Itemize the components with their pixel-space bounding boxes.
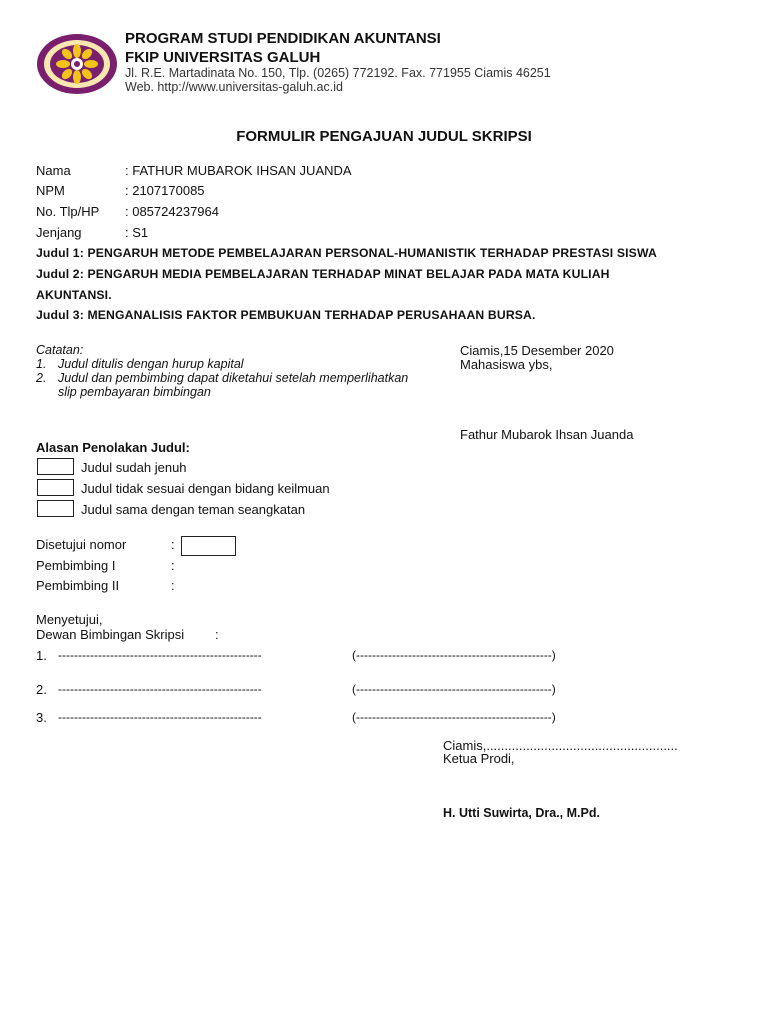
dewan-row-3-signature: (-------------------------------------------------) xyxy=(352,710,556,724)
option-tidak-sesuai: Judul tidak sesuai dengan bidang keilmuan xyxy=(81,481,330,496)
pembimbing-1-colon: : xyxy=(171,558,175,573)
dewan-row-3-line: --------------------------------------------------- xyxy=(58,710,262,724)
checkbox-jenuh[interactable] xyxy=(37,458,74,475)
disetujui-nomor-colon: : xyxy=(171,537,175,552)
catatan-number-2: 2. xyxy=(36,371,47,385)
judul-1: Judul 1: PENGARUH METODE PEMBELAJARAN PERSONAL-HUMANISTIK TERHADAP PRESTASI SISWA xyxy=(36,246,657,260)
dewan-row-1-signature: (-------------------------------------------------) xyxy=(352,648,556,662)
student-role: Mahasiswa ybs, xyxy=(460,357,553,372)
nomor-input-box[interactable] xyxy=(181,536,236,556)
catatan-item-2: Judul dan pembimbing dapat diketahui setelah memperlihatkan xyxy=(58,371,409,385)
dewan-row-2-line: --------------------------------------------------- xyxy=(58,682,262,696)
dewan-colon: : xyxy=(215,627,219,642)
checkbox-tidak-sesuai[interactable] xyxy=(37,479,74,496)
dewan-row-3-number: 3. xyxy=(36,710,47,725)
alasan-heading: Alasan Penolakan Judul: xyxy=(36,440,190,455)
field-value-jenjang: : S1 xyxy=(125,225,149,240)
pembimbing-1-label: Pembimbing I xyxy=(36,558,116,573)
judul-2: Judul 2: PENGARUH MEDIA PEMBELAJARAN TERHADAP MINAT BELAJAR PADA MATA KULIAH xyxy=(36,267,610,281)
catatan-number-1: 1. xyxy=(36,357,47,371)
student-name: Fathur Mubarok Ihsan Juanda xyxy=(460,427,634,442)
form-title: FORMULIR PENGAJUAN JUDUL SKRIPSI xyxy=(236,128,532,145)
header-university: FKIP UNIVERSITAS GALUH xyxy=(125,49,321,66)
field-label-nama: Nama xyxy=(36,163,71,178)
kaprodi-place: Ciamis,..................................................... xyxy=(443,738,678,753)
option-sama-teman: Judul sama dengan teman seangkatan xyxy=(81,502,306,517)
kaprodi-name: H. Utti Suwirta, Dra., M.Pd. xyxy=(443,806,600,820)
dewan-label: Dewan Bimbingan Skripsi xyxy=(36,627,185,642)
dewan-row-1-number: 1. xyxy=(36,648,47,663)
student-place-date: Ciamis,15 Desember 2020 xyxy=(460,343,614,358)
header-web: Web. http://www.universitas-galuh.ac.id xyxy=(125,80,343,94)
field-value-npm: : 2107170085 xyxy=(125,183,205,198)
dewan-row-2-number: 2. xyxy=(36,682,47,697)
checkbox-sama-teman[interactable] xyxy=(37,500,74,517)
university-logo xyxy=(35,32,119,96)
disetujui-nomor-label: Disetujui nomor xyxy=(36,537,127,552)
judul-2-continued: AKUNTANSI. xyxy=(36,288,112,302)
catatan-item-1: Judul ditulis dengan hurup kapital xyxy=(58,357,244,371)
catatan-item-2-continued: slip pembayaran bimbingan xyxy=(58,385,211,399)
header-program: PROGRAM STUDI PENDIDIKAN AKUNTANSI xyxy=(125,30,441,47)
dewan-row-1-line: --------------------------------------------------- xyxy=(58,648,262,662)
menyetujui-label: Menyetujui, xyxy=(36,612,103,627)
catatan-heading: Catatan: xyxy=(36,343,84,357)
header-address: Jl. R.E. Martadinata No. 150, Tlp. (0265) 772192. Fax. 771955 Ciamis 46251 xyxy=(125,66,551,80)
field-value-nama: : FATHUR MUBAROK IHSAN JUANDA xyxy=(125,163,352,178)
judul-3: Judul 3: MENGANALISIS FAKTOR PEMBUKUAN TERHADAP PERUSAHAAN BURSA. xyxy=(36,308,536,322)
field-label-jenjang: Jenjang xyxy=(36,225,82,240)
option-jenuh: Judul sudah jenuh xyxy=(81,460,187,475)
pembimbing-2-colon: : xyxy=(171,578,175,593)
kaprodi-role: Ketua Prodi, xyxy=(443,751,515,766)
dewan-row-2-signature: (-------------------------------------------------) xyxy=(352,682,556,696)
field-value-phone: : 085724237964 xyxy=(125,204,219,219)
field-label-phone: No. Tlp/HP xyxy=(36,204,100,219)
pembimbing-2-label: Pembimbing II xyxy=(36,578,120,593)
field-label-npm: NPM xyxy=(36,183,65,198)
